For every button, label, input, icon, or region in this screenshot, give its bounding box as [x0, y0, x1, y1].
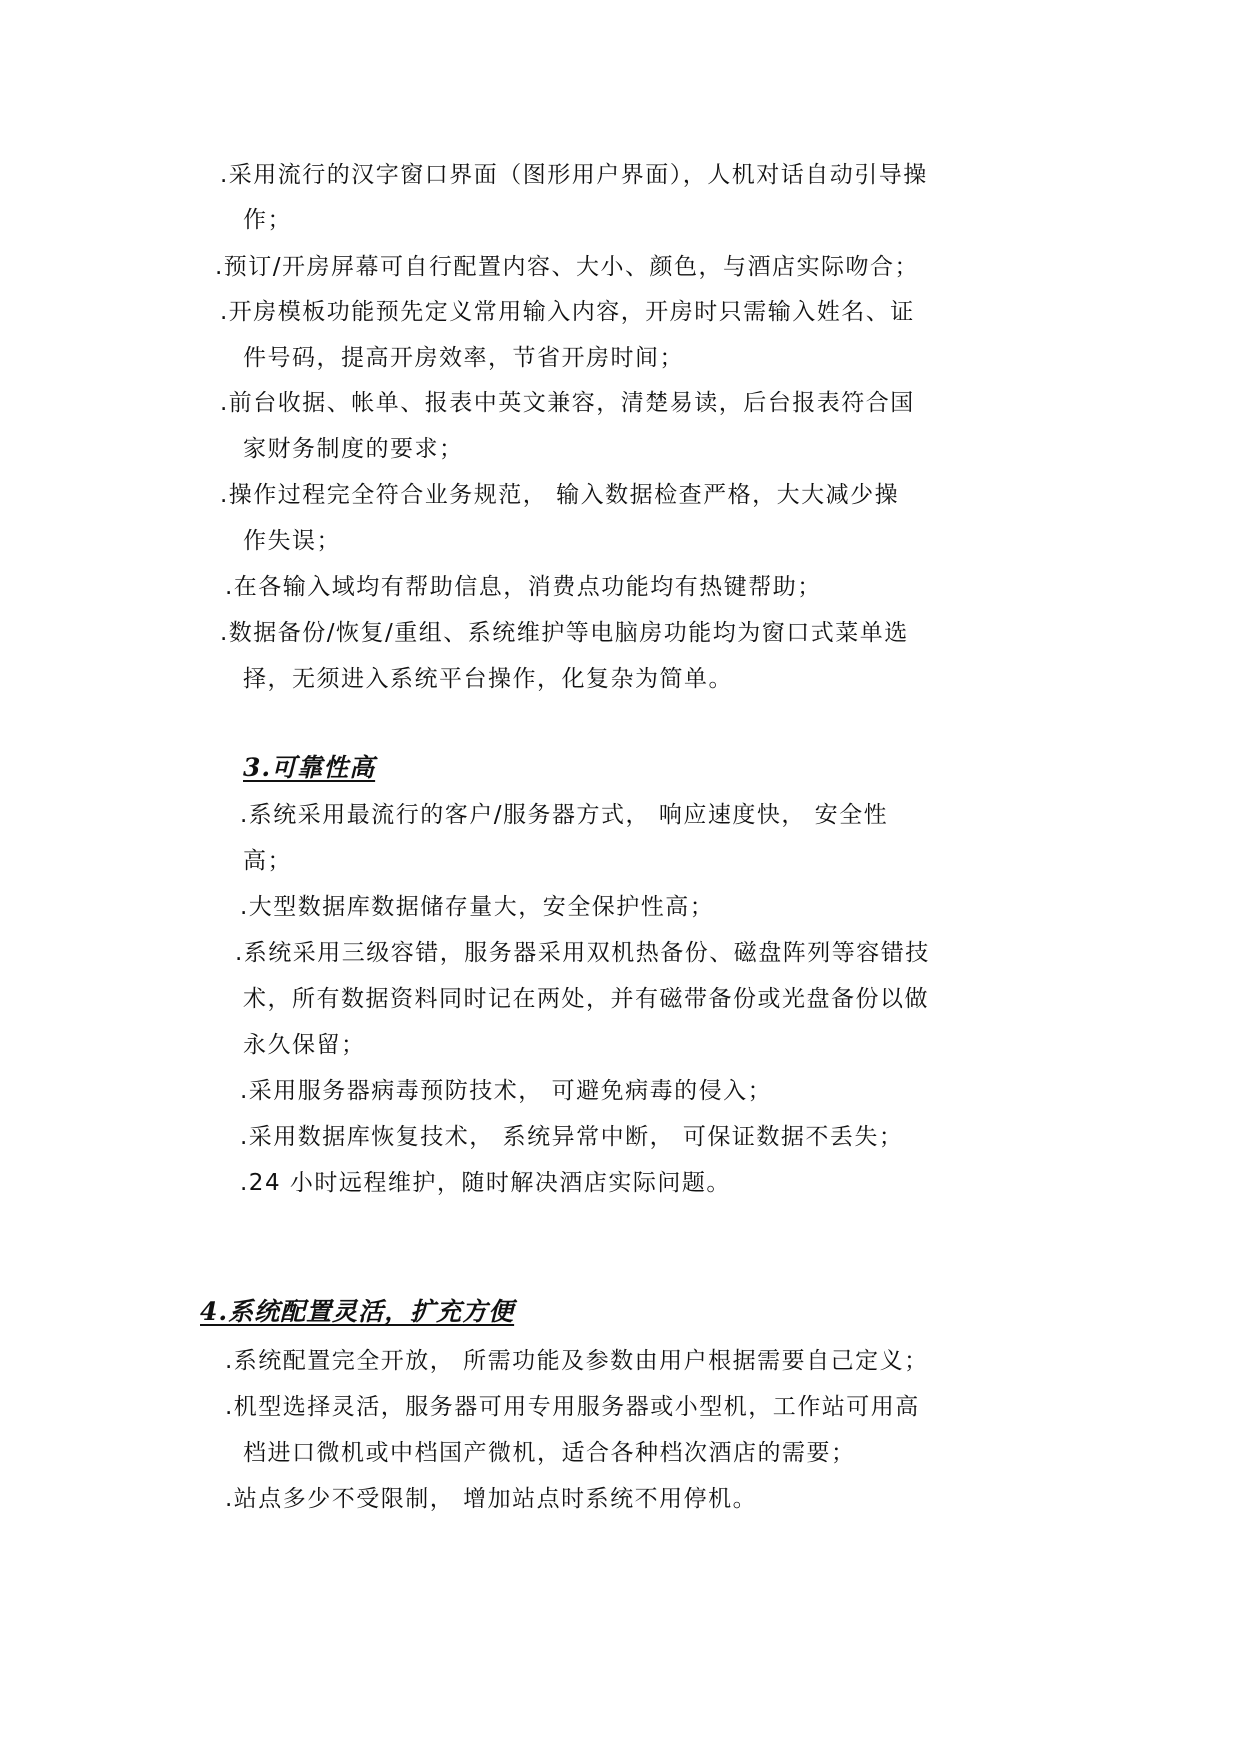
list-item-line: 家财务制度的要求；	[243, 436, 464, 462]
list-item-line: .24 小时远程维护，随时解决酒店实际问题。	[240, 1170, 731, 1196]
section-heading: 3.可靠性高	[243, 753, 376, 782]
list-item-line: 作失误；	[243, 528, 341, 554]
list-item-line: .大型数据库数据储存量大，安全保护性高；	[240, 894, 715, 920]
list-item-line: .开房模板功能预先定义常用输入内容，开房时只需输入姓名、证	[220, 299, 915, 325]
list-item-line: .在各输入域均有帮助信息，消费点功能均有热键帮助；	[225, 574, 822, 600]
list-item-line: .前台收据、帐单、报表中英文兼容，清楚易读，后台报表符合国	[220, 390, 915, 416]
list-item-line: .机型选择灵活，服务器可用专用服务器或小型机，工作站可用高	[225, 1394, 920, 1420]
list-item-line: .站点多少不受限制， 增加站点时系统不用停机。	[225, 1486, 758, 1512]
list-item-line: 档进口微机或中档国产微机，适合各种档次酒店的需要；	[243, 1440, 856, 1466]
list-item-line: .采用数据库恢复技术， 系统异常中断， 可保证数据不丢失；	[240, 1124, 904, 1150]
list-item-line: .采用流行的汉字窗口界面（图形用户界面），人机对话自动引导操	[220, 162, 928, 188]
list-item-line: .采用服务器病毒预防技术， 可避免病毒的侵入；	[240, 1078, 773, 1104]
list-item-line: 件号码，提高开房效率，节省开房时间；	[243, 345, 684, 371]
section-heading: 4.系统配置灵活，扩充方便	[200, 1297, 515, 1326]
list-item-line: 高；	[243, 848, 292, 874]
list-item-line: .系统配置完全开放， 所需功能及参数由用户根据需要自己定义；	[225, 1348, 929, 1374]
list-item-line: .系统采用三级容错，服务器采用双机热备份、磁盘阵列等容错技	[235, 940, 930, 966]
list-item-line: 术，所有数据资料同时记在两处，并有磁带备份或光盘备份以做	[243, 986, 929, 1012]
list-item-line: .预订/开房屏幕可自行配置内容、大小、颜色，与酒店实际吻合；	[215, 254, 920, 280]
list-item-line: .操作过程完全符合业务规范， 输入数据检查严格，大大减少操	[220, 482, 900, 508]
list-item-line: .数据备份/恢复/重组、系统维护等电脑房功能均为窗口式菜单选	[220, 620, 909, 646]
list-item-line: 作；	[243, 207, 292, 233]
list-item-line: 择，无须进入系统平台操作，化复杂为简单。	[243, 666, 733, 692]
list-item-line: 永久保留；	[243, 1032, 366, 1058]
list-item-line: .系统采用最流行的客户/服务器方式， 响应速度快， 安全性	[240, 802, 889, 828]
